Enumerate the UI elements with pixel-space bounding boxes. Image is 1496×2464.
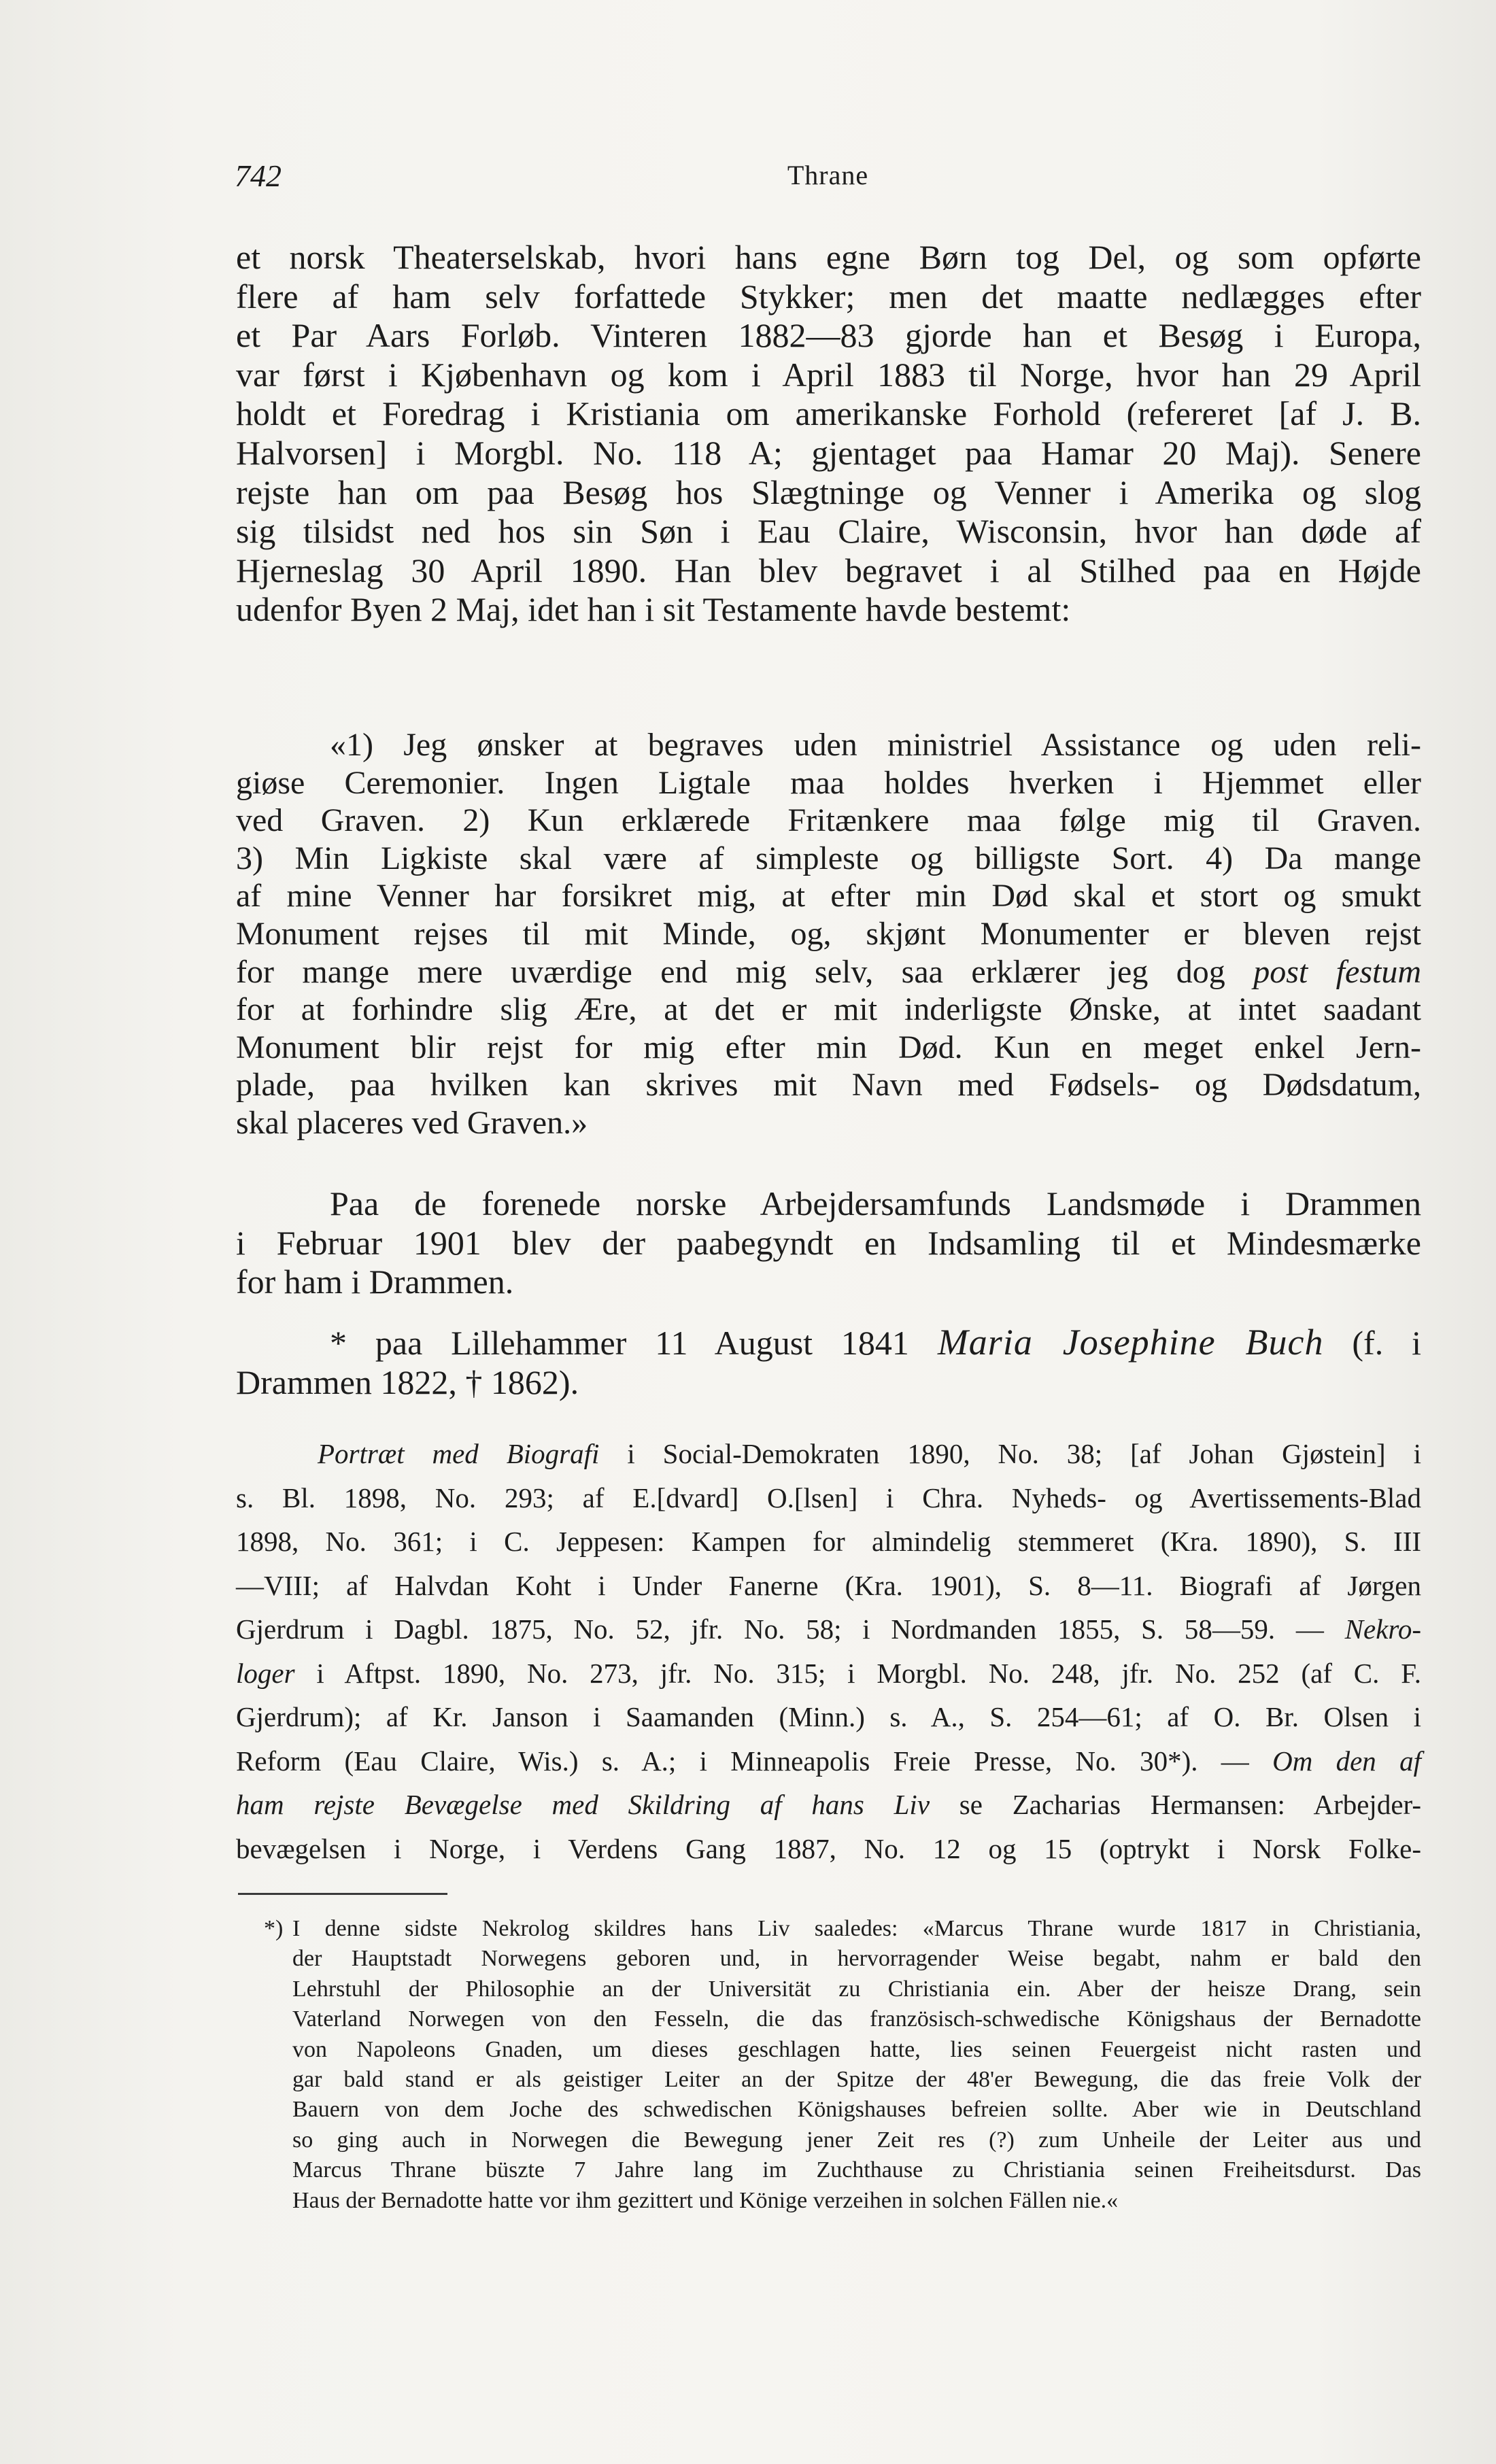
quote-line: 3) Min Ligkiste skal være af simpleste og billigste Sort. 4) Da mange [236, 840, 1421, 876]
reference-text: i Aftpst. 1890, No. 273, jfr. No. 315; i Morgbl. No. 248, jfr. No. 252 (af C. F. [294, 1657, 1421, 1689]
reference-line: Gjerdrum); af Kr. Janson i Saamanden (Minn.) s. A., S. 254—61; af O. Br. Olsen i [236, 1701, 1421, 1732]
text-line [236, 1323, 1421, 1363]
footnote-line: I denne sidste Nekrolog skildres hans Liv saaledes: «Marcus Thrane wurde 1817 in Christiania, [292, 1916, 1421, 1941]
text-line: et norsk Theaterselskab, hvori hans egne Børn tog Del, og som opførte [236, 238, 1421, 276]
italic-phrase: Om den af [1272, 1745, 1421, 1777]
reference-text: se Zacharias Hermansen: Arbejder- [930, 1789, 1421, 1820]
text-line: for ham i Drammen. [236, 1263, 514, 1301]
text-line: Hjerneslag 30 April 1890. Han blev begravet i al Stilhed paa en Højde [236, 551, 1421, 589]
text-line: flere af ham selv forfattede Stykker; men det maatte nedlægges efter [236, 277, 1421, 315]
references-block [236, 1432, 1421, 1870]
page-number: 742 [235, 158, 282, 193]
reference-line: bevægelsen i Norge, i Verdens Gang 1887, No. 12 og 15 (optrykt i Norsk Folke- [236, 1832, 1421, 1864]
footnote-line: Bauern von dem Joche des schwedischen Königshauses befreien sollte. Aber wie in Deutschland [292, 2097, 1421, 2123]
drammen-paragraph [236, 1184, 1421, 1302]
footnote-line: so ging auch in Norwegen die Bewegung jener Zeit res (?) zum Unheile der Leiter aus und [292, 2127, 1421, 2153]
text-line: rejste han om paa Besøg hos Slægtninge og Venner i Amerika og slog [236, 473, 1421, 511]
reference-text: Reform (Eau Claire, Wis.) s. A.; i Minneapolis Freie Presse, No. 30*). — [236, 1745, 1273, 1777]
reference-line [236, 1783, 1421, 1827]
birth-text: * paa Lillehammer 11 August 1841 [330, 1324, 938, 1362]
text-line: var først i Kjøbenhavn og kom i April 1883 til Norge, hvor han 29 April [236, 355, 1421, 394]
reference-line: —VIII; af Halvdan Koht i Under Fanerne (Kra. 1901), S. 8—11. Biografi af Jørgen [236, 1569, 1421, 1601]
footnote-line: gar bald stand er als geistiger Leiter an der Spitze der 48'er Bewegung, die das freie Volk der [292, 2067, 1421, 2093]
footnote-marker: *) [264, 1916, 284, 1941]
reference-text: i Social-Demokraten 1890, No. 38; [af Johan Gjøstein] i [599, 1438, 1421, 1469]
italic-phrase: Portræt med Biografi [318, 1438, 600, 1469]
text-line: Halvorsen] i Morgbl. No. 118 A; gjentaget paa Hamar 20 Maj). Senere [236, 433, 1421, 472]
footnote-line: Haus der Bernadotte hatte vor ihm gezittert und Könige verzeihen in solchen Fällen nie.« [292, 2187, 1119, 2213]
footnote-line: der Hauptstadt Norwegens geboren und, in hervorragender Weise begabt, nahm er bald den [292, 1946, 1421, 1972]
text-line: holdt et Foredrag i Kristiania om amerikanske Forhold (refereret [af J. B. [236, 394, 1421, 433]
text-line: i Februar 1901 blev der paabegyndt en Indsamling til et Mindesmærke [236, 1223, 1421, 1262]
quote-line: plade, paa hvilken kan skrives mit Navn med Fødsels- og Dødsdatum, [236, 1067, 1421, 1103]
quote-line [236, 953, 1421, 991]
text-line: Drammen 1822, † 1862). [236, 1363, 579, 1401]
text-line: et Par Aars Forløb. Vinteren 1882—83 gjorde han et Besøg i Europa, [236, 316, 1421, 355]
quote-line: «1) Jeg ønsker at begraves uden ministriel Assistance og uden reli- [330, 727, 1421, 763]
reference-text: Gjerdrum i Dagbl. 1875, No. 52, jfr. No. 58; i Nordmanden 1855, S. 58—59. — [236, 1613, 1345, 1645]
italic-phrase: Nekro- [1344, 1613, 1421, 1645]
quote-line: ved Graven. 2) Kun erklærede Fritænkere maa følge mig til Graven. [236, 802, 1421, 839]
footnote-line: Vaterland Norwegen von den Fesseln, die das französisch-schwedische Königshaus der Bernadotte [292, 2006, 1421, 2032]
footnote-line: Lehrstuhl der Philosophie an der Universität zu Christiania ein. Aber der heisze Drang, sein [292, 1976, 1421, 2002]
main-paragraph [236, 238, 1421, 630]
footnote-divider [238, 1893, 447, 1895]
testament-quote [236, 726, 1421, 1142]
quote-line: skal placeres ved Graven.» [236, 1104, 588, 1141]
reference-line: 1898, No. 361; i C. Jeppesen: Kampen for almindelig stemmeret (Kra. 1890), S. III [236, 1526, 1421, 1557]
italic-phrase: ham rejste Bevægelse med Skildring af hans Liv [236, 1789, 930, 1820]
page-header [235, 158, 1421, 199]
reference-line: s. Bl. 1898, No. 293; af E.[dvard] O.[lsen] i Chra. Nyheds- og Avertissements-Blad [236, 1482, 1421, 1513]
quote-line: af mine Venner har forsikret mig, at efter min Død skal et stort og smukt [236, 878, 1421, 914]
footnote [264, 1914, 1421, 2216]
italic-phrase: loger [236, 1657, 295, 1689]
birth-text: (f. i [1323, 1324, 1421, 1362]
reference-line [236, 1652, 1421, 1696]
quote-line: Monument blir rejst for mig efter min Død. Kun en meget enkel Jern- [236, 1029, 1421, 1065]
spouse-name: Maria Josephine Buch [937, 1322, 1324, 1363]
reference-line [236, 1739, 1421, 1783]
text-line: Paa de forenede norske Arbejdersamfunds Landsmøde i Drammen [330, 1184, 1421, 1222]
birth-paragraph [236, 1323, 1421, 1402]
quote-line: Monument rejses til mit Minde, og, skjønt Monumenter er bleven rejst [236, 915, 1421, 952]
reference-line [236, 1607, 1421, 1652]
text-line: udenfor Byen 2 Maj, idet han i sit Testamente havde bestemt: [236, 590, 1071, 629]
quote-line: for at forhindre slig Ære, at det er mit inderligste Ønske, at intet saadant [236, 991, 1421, 1028]
italic-phrase: post festum [1253, 953, 1421, 990]
reference-line [236, 1432, 1421, 1476]
footnote-line: von Napoleons Gnaden, um dieses geschlagen hatte, lies seinen Feuergeist nicht rasten und [292, 2036, 1421, 2062]
footnote-line: Marcus Thrane büszte 7 Jahre lang im Zuchthause zu Christiania seinen Freiheitsdurst. Das [292, 2157, 1421, 2183]
text-line: sig tilsidst ned hos sin Søn i Eau Claire, Wisconsin, hvor han døde af [236, 512, 1421, 551]
quote-line: giøse Ceremonier. Ingen Ligtale maa holdes hverken i Hjemmet eller [236, 764, 1421, 801]
running-head: Thrane [787, 160, 869, 190]
quote-text: for mange mere uværdige end mig selv, saa erklærer jeg dog [236, 953, 1254, 990]
